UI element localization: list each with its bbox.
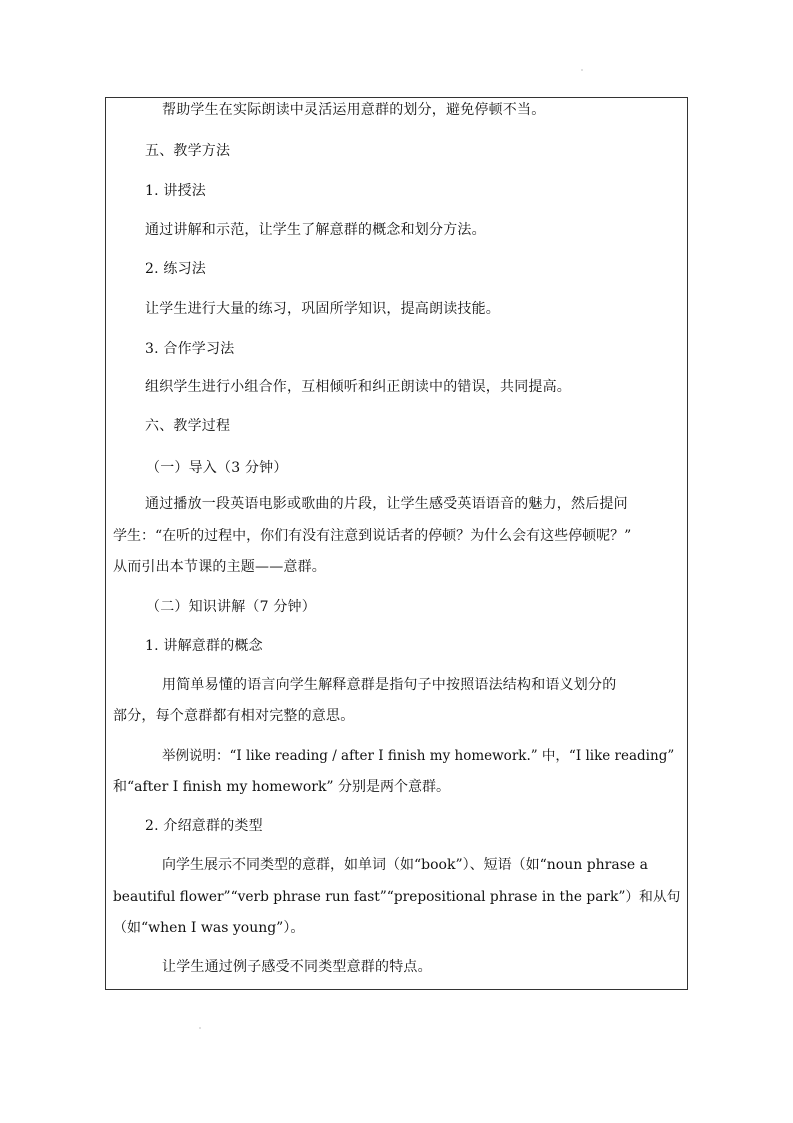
section-heading-process: 六、教学过程 <box>145 418 231 434</box>
example-line: 举例说明：“I like reading / after I finish my homework.” 中，“I like reading” <box>162 748 675 764</box>
paragraph-line: 向学生展示不同类型的意群，如单词（如“book”）、短语（如“noun phrase a <box>162 857 648 873</box>
paragraph-line: 学生：“在听的过程中，你们有没有注意到说话者的停顿？为什么会有这些停顿呢？” <box>113 528 632 544</box>
method-heading-lecture: 1. 讲授法 <box>145 183 207 199</box>
paragraph-line: 让学生进行大量的练习，巩固所学知识，提高朗读技能。 <box>145 301 500 317</box>
paragraph-line: 让学生通过例子感受不同类型意群的特点。 <box>162 959 432 975</box>
paragraph-line: 帮助学生在实际朗读中灵活运用意群的划分，避免停顿不当。 <box>162 102 546 118</box>
scan-dot-bottom <box>199 1027 201 1029</box>
method-heading-cooperative: 3. 合作学习法 <box>145 341 235 357</box>
paragraph-line: （如“when I was young”）。 <box>113 920 305 936</box>
subsection-heading-intro: （一）导入（3 分钟） <box>146 460 288 476</box>
scan-dot-top <box>581 69 583 71</box>
subsection-heading-knowledge: （二）知识讲解（7 分钟） <box>146 599 316 615</box>
paragraph-line: 通过讲解和示范，让学生了解意群的概念和划分方法。 <box>145 222 486 238</box>
paragraph-line: 部分，每个意群都有相对完整的意思。 <box>113 708 355 724</box>
topic-heading-types: 2. 介绍意群的类型 <box>145 818 263 834</box>
paragraph-line: 用简单易懂的语言向学生解释意群是指句子中按照语法结构和语义划分的 <box>162 677 617 693</box>
paragraph-line: 从而引出本节课的主题——意群。 <box>113 559 326 575</box>
paragraph-line: 通过播放一段英语电影或歌曲的片段，让学生感受英语语音的魅力，然后提问 <box>145 496 628 512</box>
section-heading-methods: 五、教学方法 <box>145 143 231 159</box>
paragraph-line: beautiful flower”“verb phrase run fast”“prepositional phrase in the park”）和从句 <box>113 889 681 905</box>
method-heading-practice: 2. 练习法 <box>145 261 207 277</box>
paragraph-line: 组织学生进行小组合作，互相倾听和纠正朗读中的错误，共同提高。 <box>145 379 571 395</box>
topic-heading-concept: 1. 讲解意群的概念 <box>145 638 263 654</box>
example-line: 和“after I finish my homework” 分别是两个意群。 <box>113 779 451 795</box>
